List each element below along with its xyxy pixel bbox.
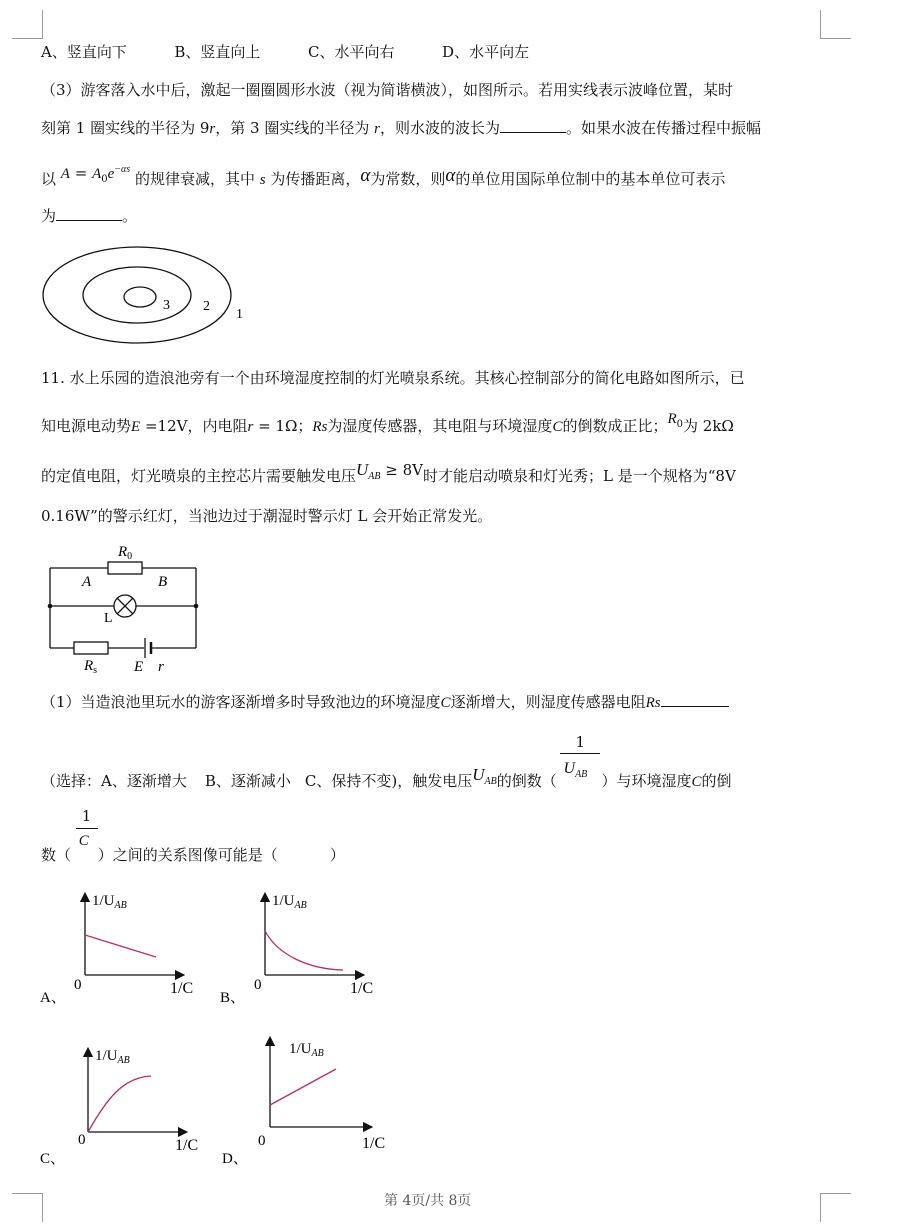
graph-d-curve — [270, 1069, 336, 1105]
graph-c-origin: 0 — [78, 1132, 86, 1148]
graph-d-ylabel: $1/U_{AB}$ — [289, 1041, 324, 1059]
q11-1-line3: 数（ $\frac{1}{C}$ ）之间的关系图像可能是（ ） — [41, 807, 345, 864]
graph-b-curve — [265, 931, 343, 970]
graph-d-origin: 0 — [258, 1133, 266, 1149]
graph-b-option: B、 — [220, 990, 246, 1006]
junction-right — [194, 604, 199, 609]
graph-c-option: C、 — [40, 1151, 66, 1167]
q11-line1: 11. 水上乐园的造浪池旁有一个由环境湿度控制的灯光喷泉系统。其核心控制部分的简化电路如图所示，已 — [41, 369, 745, 387]
junction-left — [48, 604, 53, 609]
corner-mark-bottom-left — [12, 1193, 43, 1222]
resistor-r0 — [108, 562, 142, 574]
label-a: A — [82, 574, 92, 590]
q10-3-line3: 以 $A = A_0e^{-\alpha s}$ 的规律衰减，其中 s 为传播距离，α为常数，则α的单位用国际单位制中的基本单位可表示 — [41, 164, 726, 188]
q11-1-line1: （1）当造浪池里玩水的游客逐渐增多时导致池边的环境湿度C逐渐增大，则湿度传感器电阻Rs — [41, 692, 729, 713]
ring-label-3: 3 — [163, 298, 170, 313]
label-e: E — [134, 659, 144, 675]
corner-mark-bottom-right — [820, 1193, 851, 1222]
q10-option-c[interactable]: C、水平向右 — [308, 43, 395, 61]
wave-rings-figure — [40, 244, 255, 346]
ring-1 — [43, 247, 231, 343]
label-r0: $R_0$ — [118, 544, 133, 562]
corner-mark-top-right — [820, 10, 851, 39]
graph-b[interactable] — [218, 885, 388, 1010]
decay-formula: $A = A_0e^{-\alpha s}$ — [60, 164, 131, 185]
graph-d-option: D、 — [222, 1151, 248, 1167]
fraction-1-over-c: $\frac{1}{C}$ — [76, 840, 98, 860]
resistor-rs — [74, 642, 108, 654]
graph-b-ylabel: $1/U_{AB}$ — [272, 893, 307, 911]
q10-3-line1: （3）游客落入水中后，激起一圈圈圆形水波（视为简谐横波），如图所示。若用实线表示波峰位置，某时 — [41, 81, 734, 99]
fraction-1-over-uab: 1 $U_{AB}$ — [562, 766, 602, 786]
q10-option-d[interactable]: D、水平向左 — [442, 43, 530, 61]
graph-c[interactable] — [38, 1040, 208, 1170]
graph-a[interactable] — [38, 885, 208, 1010]
graph-a-xlabel: 1/C — [170, 980, 194, 997]
rs-change-blank[interactable] — [661, 706, 729, 707]
graph-a-curve — [85, 935, 156, 957]
wavelength-blank[interactable] — [500, 132, 566, 133]
corner-mark-top-left — [12, 10, 43, 39]
graph-d-xlabel: 1/C — [362, 1135, 386, 1152]
graph-c-xlabel: 1/C — [175, 1137, 199, 1154]
alpha-unit-blank[interactable] — [56, 220, 122, 221]
label-rs: $R_s$ — [84, 658, 98, 676]
q10-3-line2: 刻第 1 圈实线的半径为 9r，第 3 圈实线的半径为 r，则水波的波长为 。如果水波在传播过程中振幅 — [41, 119, 761, 137]
label-b: B — [158, 574, 168, 590]
q10-options-row — [41, 42, 529, 62]
q11-line3: 的定值电阻，灯光喷泉的主控芯片需要触发电压$U_{AB} \ge 8V$时才能启动喷泉和灯光秀；L 是一个规格为“8V — [41, 460, 736, 485]
graph-d[interactable] — [218, 1035, 398, 1170]
graph-a-origin: 0 — [74, 977, 82, 993]
ring-label-1: 1 — [236, 307, 243, 322]
graph-b-xlabel: 1/C — [350, 980, 374, 997]
ring-3 — [124, 287, 156, 307]
graph-c-curve — [88, 1076, 151, 1132]
q10-option-a[interactable]: A、竖直向下 — [41, 43, 127, 61]
ring-2 — [83, 267, 191, 323]
label-r: r — [158, 659, 164, 675]
page-footer: 第 4页/共 8页 — [384, 1193, 472, 1209]
graph-c-ylabel: $1/U_{AB}$ — [95, 1048, 130, 1066]
graph-a-ylabel: $1/U_{AB}$ — [92, 893, 127, 911]
q11-line4: 0.16W”的警示红灯，当池边过于潮湿时警示灯 L 会开始正常发光。 — [41, 507, 493, 525]
ring-label-2: 2 — [203, 299, 210, 314]
q11-1-line2: （选择：A、逐渐增大 B、逐渐减小 C、保持不变)，触发电压$U_{AB}$的倒数（ 1 $U_{AB}$ ）与环境湿度C的倒 — [41, 733, 732, 790]
graph-a-option: A、 — [40, 990, 66, 1006]
q11-line2: 知电源电动势E =12V，内电阻r = 1Ω；Rs为湿度传感器，其电阻与环境湿度C的倒数成正比；$R_0$为 2kΩ — [41, 411, 734, 435]
circuit-diagram — [40, 538, 205, 676]
graph-b-origin: 0 — [254, 977, 262, 993]
label-l: L — [104, 611, 113, 626]
q10-option-b[interactable]: B、竖直向上 — [174, 43, 261, 61]
q10-3-line4: 为 。 — [41, 207, 138, 225]
